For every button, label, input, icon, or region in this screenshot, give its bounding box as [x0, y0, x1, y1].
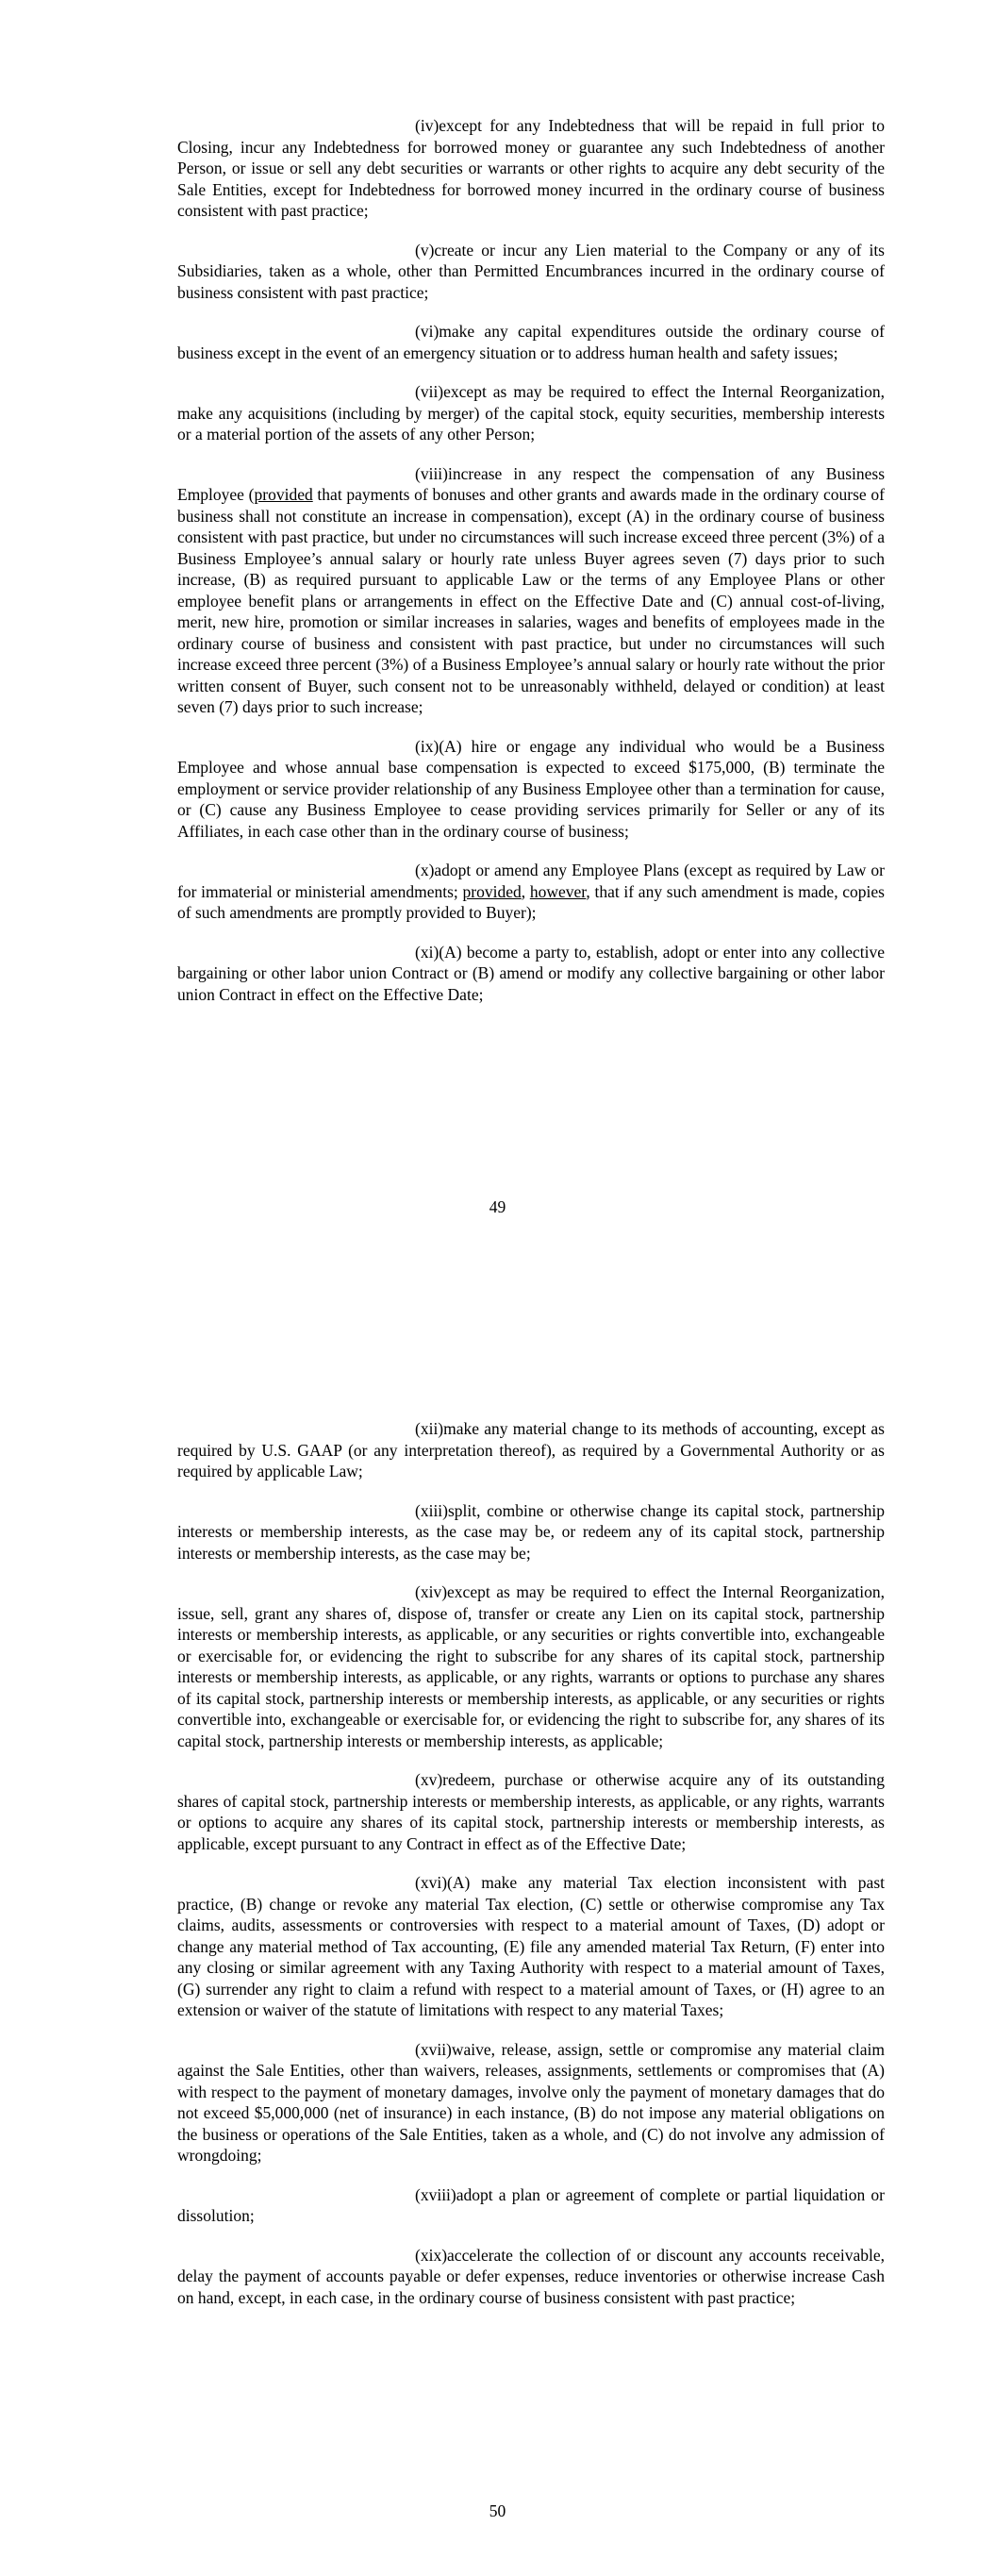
clause-number: (ix)	[415, 736, 439, 756]
clause-number: (xiv)	[415, 1582, 448, 1601]
clause-text: (A) hire or engage any individual who would be a Business Employee and whose annual base compensation is expected to exceed $175,000, (B) terminate the employment or service provider relationship of any Business Employee other than a termination for cause, or (C) cause any Business Employee to cease providing services primarily for Seller or any of its Affiliates, in each case other than in the ordinary course of business;	[177, 736, 885, 841]
clause-v	[177, 240, 885, 304]
clause-text: split, combine or otherwise change its capital stock, partnership interests or membership interests, as the case may be, or redeem any of its capital stock, partnership interests or membership interests, as the case may be;	[177, 1500, 885, 1563]
clause-number: (vi)	[415, 322, 439, 341]
clause-viii	[177, 463, 885, 718]
page-body	[177, 115, 885, 1023]
underlined-term: however	[529, 881, 587, 901]
clause-xviii	[177, 2184, 885, 2227]
clause-ix	[177, 736, 885, 843]
clause-text: , that if any such amendment is made, copies of such amendments are promptly provided to Buyer);	[177, 881, 885, 922]
clause-xii	[177, 1418, 885, 1482]
clause-xvii	[177, 2039, 885, 2166]
clause-xvi	[177, 1872, 885, 2021]
clause-xi	[177, 942, 885, 1006]
clause-text: make any material change to its methods of accounting, except as required by U.S. GAAP (or any interpretation thereof), as required by a Governmental Authority or as required by applicable Law;	[177, 1419, 885, 1480]
clause-number: (xix)	[415, 2245, 448, 2265]
clause-number: (xvii)	[415, 2039, 452, 2059]
clause-text: create or incur any Lien material to the Company or any of its Subsidiaries, taken as a whole, other than Permitted Encumbrances incurred in the ordinary course of business consistent with past practice;	[177, 240, 885, 302]
underlined-term: provided	[462, 881, 522, 901]
page-50	[0, 1288, 995, 2576]
clause-number: (v)	[415, 240, 435, 259]
clause-text: (A) make any material Tax election inconsistent with past practice, (B) change or revoke any material Tax election, (C) settle or otherwise compromise any Tax claims, audits, assessments or controversies with respect to a material amount of Taxes, (D) adopt or change any material method of Tax accounting, (E) file any amended material Tax Return, (F) enter into any closing or similar agreement with any Taxing Authority with respect to a material amount of Taxes, (G) surrender any right to claim a refund with respect to a material amount of Taxes, or (H) agree to an extension or waiver of the statute of limitations with respect to any material Taxes;	[177, 1873, 885, 2019]
clause-number: (xv)	[415, 1770, 443, 1789]
page-number: 49	[489, 1197, 506, 1216]
clause-number: (x)	[415, 861, 435, 879]
clause-text: except for any Indebtedness that will be repaid in full prior to Closing, incur any Indebtedness for borrowed money or guarantee any such Indebtedness of another Person, or issue or sell any debt securities or warrants or other rights to acquire any debt security of the Sale Entities, except for Indebtedness for borrowed money incurred in the ordinary course of business consistent with past practice;	[177, 116, 885, 220]
clause-number: (xviii)	[415, 2184, 456, 2204]
clause-text: redeem, purchase or otherwise acquire any of its outstanding shares of capital stock, partnership interests or membership interests, as applicable, or any rights, warrants or options to acquire any shares of its capital stock, partnership interests or membership interests, as applicable, except pursuant to any Contract in effect as of the Effective Date;	[177, 1770, 885, 1853]
clause-number: (viii)	[415, 463, 448, 483]
clause-number: (xi)	[415, 942, 439, 962]
clause-text: that payments of bonuses and other grants and awards made in the ordinary course of business shall not constitute an increase in compensation), except (A) in the ordinary course of business consistent with past practice, but under no circumstances will such increase exceed three percent (3%) of a Business Employee’s annual salary or hourly rate unless Buyer agrees seven (7) days prior to such increase, (B) as required pursuant to applicable Law or the terms of any Employee Plans or other employee benefit plans or arrangements in effect on the Effective Date and (C) annual cost-of-living, merit, new hire, promotion or similar increases in salaries, wages and benefits of employees made in the ordinary course of business and consistent with past practice, but under no circumstances will such increase exceed three percent (3%) of a Business Employee’s annual salary or hourly rate without the prior written consent of Buyer, such consent not to be unreasonably withheld, delayed or condition) at least seven (7) days prior to such increase;	[177, 485, 885, 716]
clause-iv	[177, 115, 885, 222]
clause-xiii	[177, 1500, 885, 1564]
clause-text: except as may be required to effect the Internal Reorganization, issue, sell, grant any shares of, dispose of, transfer or create any Lien on its capital stock, partnership interests or membership interests, as applicable, or any securities or rights convertible into, exchangeable or exercisable for, or evidencing the right to subscribe for any shares of its capital stock, partnership interests or membership interests, as applicable, or any rights, warrants or options to purchase any shares of its capital stock, partnership interests or membership interests, as applicable, or any securities or rights convertible into, exchangeable or exercisable for, or evidencing the right to subscribe for, any shares of its capital stock, partnership interests or membership interests, as applicable;	[177, 1582, 885, 1750]
clause-text-mid: ,	[521, 881, 530, 901]
clause-xix	[177, 2245, 885, 2309]
clause-text-pre: adopt or amend any Employee Plans (except as required by Law or for immaterial or ministerial amendments;	[177, 861, 885, 901]
page-number: 50	[489, 2501, 506, 2520]
clause-xiv	[177, 1581, 885, 1751]
clause-text: waive, release, assign, settle or compromise any material claim against the Sale Entities, other than waivers, releases, assignments, settlements or compromises that (A) with respect to the payment of monetary damages, involve only the payment of monetary damages that do not exceed $5,000,000 (net of insurance) in each instance, (B) do not impose any material obligations on the business or operations of the Sale Entities, taken as a whole, and (C) do not involve any admission of wrongdoing;	[177, 2039, 885, 2165]
clause-text: make any capital expenditures outside the ordinary course of business except in the event of an emergency situation or to address human health and safety issues;	[177, 322, 885, 362]
clause-text: except as may be required to effect the Internal Reorganization, make any acquisitions (including by merger) of the capital stock, equity securities, membership interests or a material portion of the assets of any other Person;	[177, 382, 885, 443]
clause-number: (xvi)	[415, 1873, 448, 1892]
clause-vii	[177, 381, 885, 445]
clause-text: (A) become a party to, establish, adopt or enter into any collective bargaining or other labor union Contract or (B) amend or modify any collective bargaining or other labor union Contract in effect on the Effective Date;	[177, 942, 885, 1004]
clause-vi	[177, 321, 885, 363]
clause-text: accelerate the collection of or discount any accounts receivable, delay the payment of accounts payable or defer expenses, reduce inventories or otherwise increase Cash on hand, except, in each case, in the ordinary course of business consistent with past practice;	[177, 2245, 885, 2307]
clause-number: (vii)	[415, 382, 444, 401]
clause-x	[177, 860, 885, 924]
clause-xv	[177, 1769, 885, 1854]
clause-number: (xii)	[415, 1419, 444, 1438]
page-body	[177, 1418, 885, 2326]
underlined-term: provided	[254, 485, 313, 504]
clause-text: adopt a plan or agreement of complete or partial liquidation or dissolution;	[177, 2184, 885, 2225]
clause-text-pre: increase in any respect the compensation of any Business Employee (	[177, 463, 885, 504]
clause-number: (iv)	[415, 116, 439, 135]
clause-number: (xiii)	[415, 1500, 448, 1520]
